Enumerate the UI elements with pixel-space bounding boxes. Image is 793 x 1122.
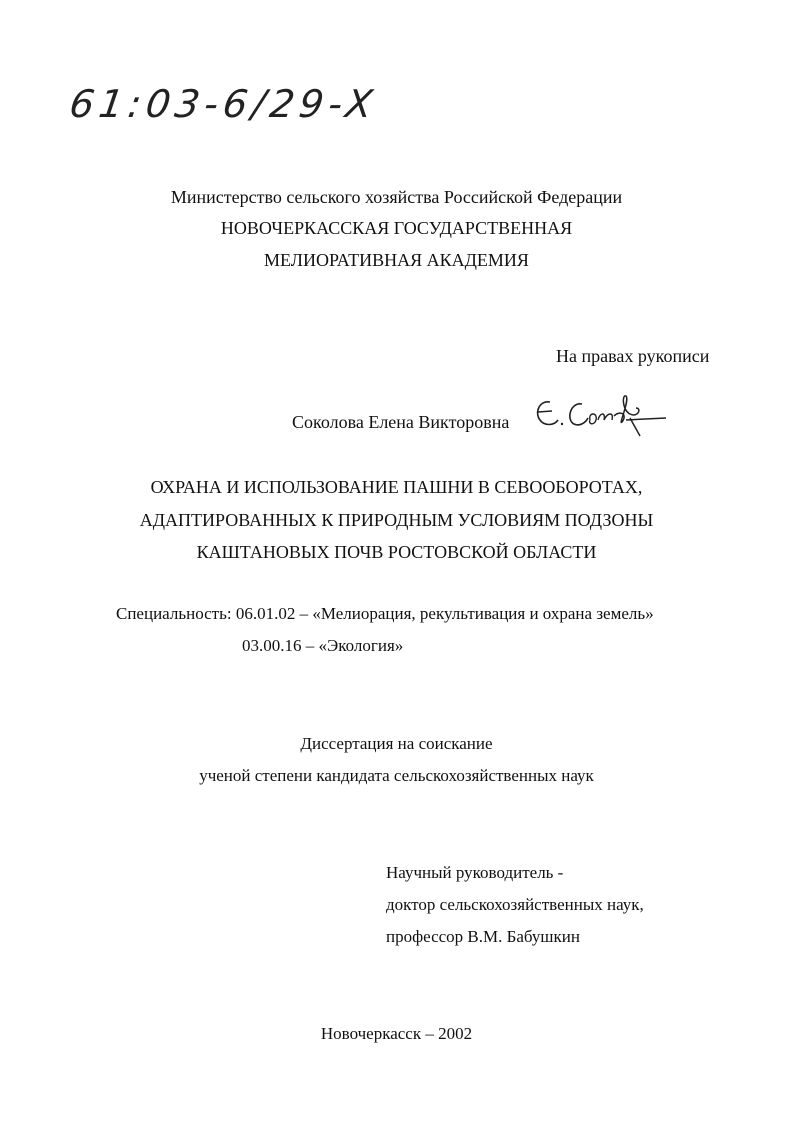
specialty-line-2: 03.00.16 – «Экология»: [242, 636, 404, 655]
academy-name-line-2: МЕЛИОРАТИВНАЯ АКАДЕМИЯ: [264, 250, 529, 270]
dissertation-line-2: ученой степени кандидата сельскохозяйственных наук: [199, 766, 594, 785]
supervisor-line-1: Научный руководитель -: [386, 863, 564, 882]
city-year: Новочеркасск – 2002: [320, 1024, 473, 1043]
title-line-3: КАШТАНОВЫХ ПОЧВ РОСТОВСКОЙ ОБЛАСТИ: [196, 542, 597, 562]
academy-name-line-1: НОВОЧЕРКАССКАЯ ГОСУДАРСТВЕННАЯ: [220, 218, 573, 238]
manuscript-note: На правах рукописи: [556, 346, 710, 366]
handwritten-archive-number: 61:03-6/29-X: [66, 82, 381, 126]
supervisor-line-2: доктор сельскохозяйственных наук,: [386, 895, 644, 914]
author-name: Соколова Елена Викторовна: [292, 412, 510, 432]
author-signature: [530, 390, 670, 442]
supervisor-line-3: профессор В.М. Бабушкин: [386, 927, 580, 946]
specialty-line-1: Специальность: 06.01.02 – «Мелиорация, рекультивация и охрана земель»: [116, 604, 654, 623]
dissertation-line-1: Диссертация на соискание: [300, 734, 493, 753]
ministry-name: Министерство сельского хозяйства Российской Федерации: [170, 187, 623, 207]
title-line-2: АДАПТИРОВАННЫХ К ПРИРОДНЫМ УСЛОВИЯМ ПОДЗОНЫ: [139, 510, 654, 530]
title-line-1: ОХРАНА И ИСПОЛЬЗОВАНИЕ ПАШНИ В СЕВООБОРОТАХ,: [150, 477, 643, 497]
